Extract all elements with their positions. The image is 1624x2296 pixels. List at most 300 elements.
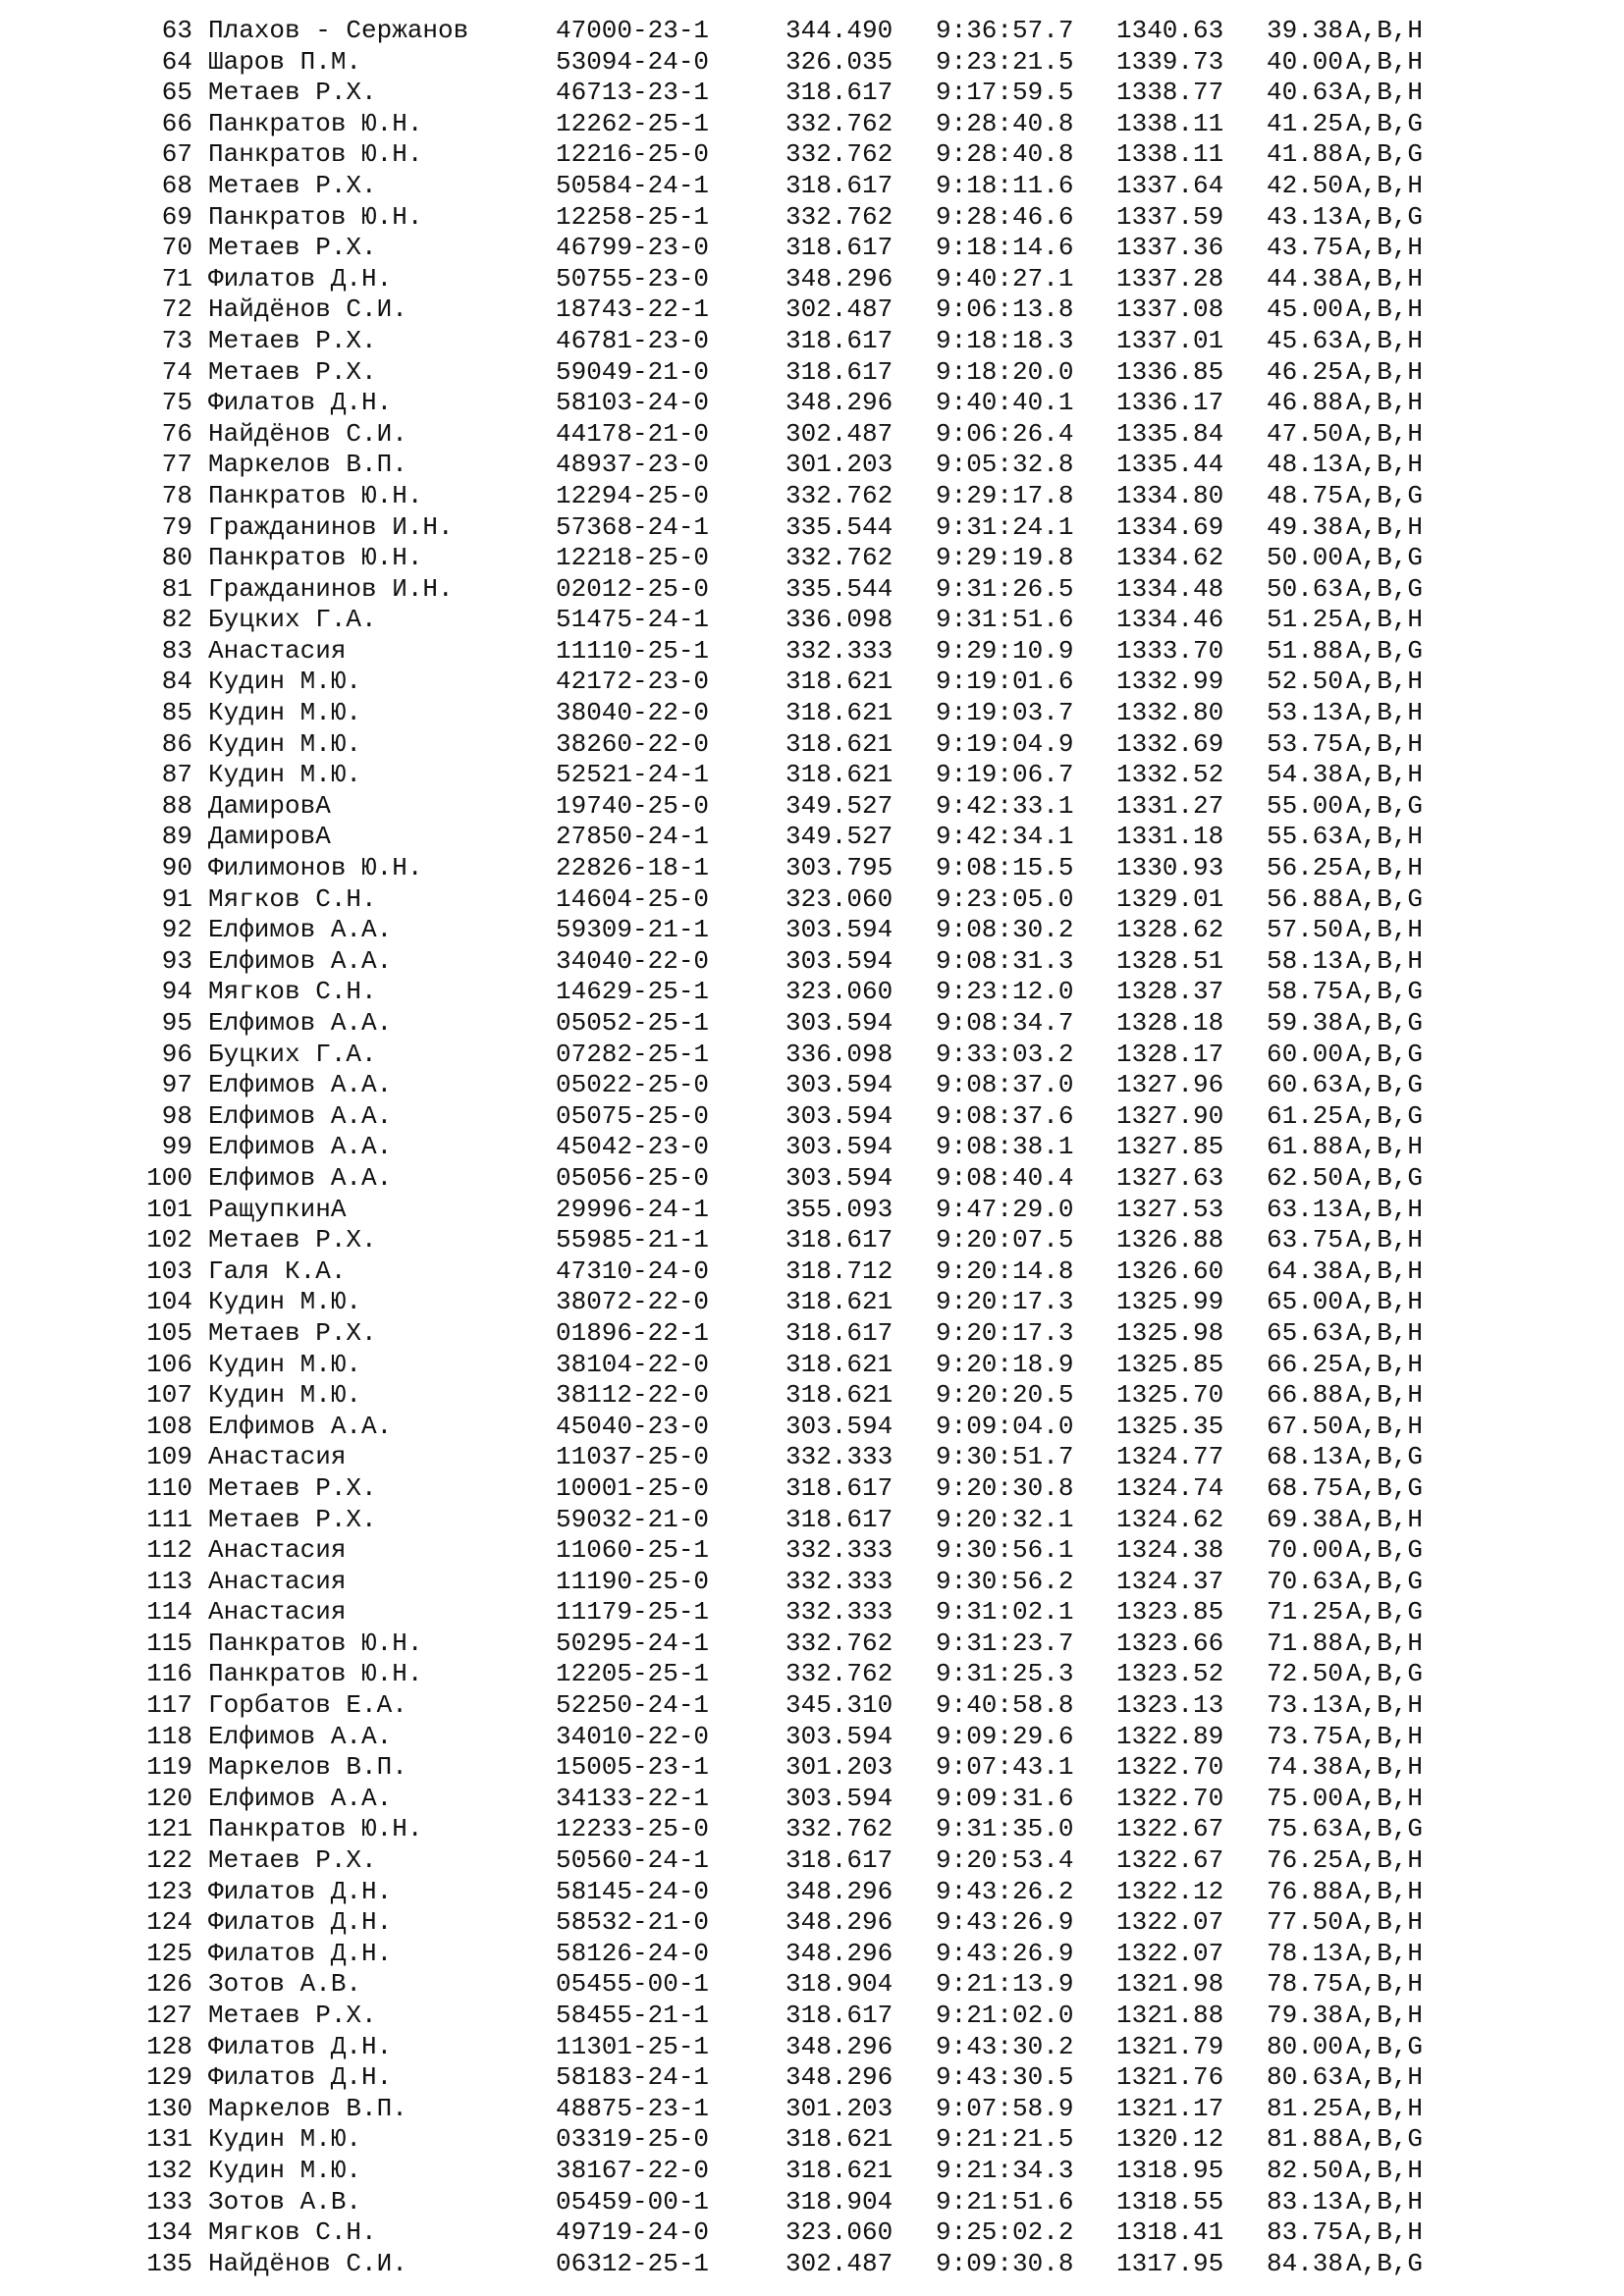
ring-number-cell: 57368-24-1	[556, 511, 710, 542]
fancier-name-cell: Зотов А.В.	[208, 2186, 362, 2216]
fancier-name-cell: Гражданинов И.Н.	[208, 573, 454, 604]
distance-cell: 336.098	[785, 1039, 893, 1069]
ring-number-cell: 58103-24-0	[556, 388, 710, 418]
table-row	[0, 1659, 1624, 1690]
zones-cell: A,B,H	[1346, 1690, 1424, 1721]
fancier-name-cell: Филатов Д.Н.	[208, 1876, 393, 1906]
ring-number-cell: 44178-21-0	[556, 418, 710, 449]
distance-cell: 318.621	[785, 728, 893, 759]
ring-number-cell: 14604-25-0	[556, 883, 710, 914]
table-row	[0, 1350, 1624, 1381]
ring-number-cell: 51475-24-1	[556, 605, 710, 635]
zones-cell: A,B,H	[1346, 1938, 1424, 1968]
coefficient-cell: 68.75	[1267, 1472, 1344, 1503]
arrival-time-cell: 9:09:29.6	[936, 1721, 1074, 1751]
arrival-time-cell: 9:08:40.4	[936, 1162, 1074, 1193]
speed-cell: 1337.36	[1116, 233, 1224, 263]
fancier-name-cell: Метаев Р.Х.	[208, 1504, 377, 1534]
distance-cell: 318.617	[785, 1225, 893, 1255]
ring-number-cell: 38167-22-0	[556, 2155, 710, 2185]
distance-cell: 318.621	[785, 667, 893, 697]
ring-number-cell: 27850-24-1	[556, 822, 710, 852]
fancier-name-cell: Елфимов А.А.	[208, 1100, 393, 1131]
ring-number-cell: 59049-21-0	[556, 356, 710, 387]
distance-cell: 318.617	[785, 78, 893, 108]
distance-cell: 332.762	[785, 1628, 893, 1658]
distance-cell: 318.712	[785, 1255, 893, 1286]
table-row	[0, 78, 1624, 109]
coefficient-cell: 68.13	[1267, 1442, 1344, 1472]
coefficient-cell: 53.13	[1267, 698, 1344, 728]
speed-cell: 1323.52	[1116, 1659, 1224, 1689]
zones-cell: A,B,H	[1346, 16, 1424, 45]
fancier-name-cell: Анастасия	[208, 1566, 347, 1596]
arrival-time-cell: 9:23:12.0	[936, 977, 1074, 1007]
table-row	[0, 1101, 1624, 1133]
arrival-time-cell: 9:19:03.7	[936, 698, 1074, 728]
distance-cell: 332.333	[785, 1566, 893, 1596]
table-row	[0, 1008, 1624, 1040]
place-cell: 85	[161, 698, 192, 728]
zones-cell: A,B,H	[1346, 1317, 1424, 1348]
fancier-name-cell: Елфимов А.А.	[208, 1411, 393, 1441]
place-cell: 95	[161, 1008, 192, 1038]
coefficient-cell: 50.63	[1267, 573, 1344, 604]
arrival-time-cell: 9:40:27.1	[936, 263, 1074, 294]
fancier-name-cell: Гражданинов И.Н.	[208, 511, 454, 542]
ring-number-cell: 58183-24-1	[556, 2062, 710, 2093]
distance-cell: 303.594	[785, 945, 893, 976]
distance-cell: 318.621	[785, 2155, 893, 2185]
arrival-time-cell: 9:31:23.7	[936, 1628, 1074, 1658]
place-cell: 81	[161, 573, 192, 604]
zones-cell: A,B,G	[1346, 1162, 1424, 1193]
arrival-time-cell: 9:30:56.1	[936, 1535, 1074, 1566]
coefficient-cell: 76.88	[1267, 1876, 1344, 1906]
arrival-time-cell: 9:20:18.9	[936, 1349, 1074, 1379]
place-cell: 117	[146, 1690, 192, 1721]
table-row	[0, 419, 1624, 451]
place-cell: 76	[161, 418, 192, 449]
fancier-name-cell: Филатов Д.Н.	[208, 1907, 393, 1938]
coefficient-cell: 55.00	[1267, 790, 1344, 821]
table-row	[0, 1412, 1624, 1443]
speed-cell: 1334.48	[1116, 573, 1224, 604]
table-row	[0, 1535, 1624, 1567]
distance-cell: 303.594	[785, 1132, 893, 1162]
coefficient-cell: 48.75	[1267, 480, 1344, 510]
speed-cell: 1336.85	[1116, 356, 1224, 387]
fancier-name-cell: ДамировА	[208, 790, 331, 821]
fancier-name-cell: Кудин М.Ю.	[208, 698, 362, 728]
zones-cell: A,B,H	[1346, 78, 1424, 108]
fancier-name-cell: Кудин М.Ю.	[208, 1380, 362, 1411]
fancier-name-cell: Метаев Р.Х.	[208, 233, 377, 263]
table-row	[0, 1722, 1624, 1753]
arrival-time-cell: 9:29:10.9	[936, 635, 1074, 666]
arrival-time-cell: 9:43:30.5	[936, 2062, 1074, 2093]
place-cell: 128	[146, 2031, 192, 2061]
ring-number-cell: 47310-24-0	[556, 1255, 710, 1286]
zones-cell: A,B,G	[1346, 883, 1424, 914]
speed-cell: 1337.01	[1116, 325, 1224, 355]
arrival-time-cell: 9:23:21.5	[936, 46, 1074, 77]
place-cell: 71	[161, 263, 192, 294]
speed-cell: 1328.62	[1116, 915, 1224, 945]
table-row	[0, 1505, 1624, 1536]
fancier-name-cell: Кудин М.Ю.	[208, 760, 362, 790]
distance-cell: 318.617	[785, 233, 893, 263]
speed-cell: 1333.70	[1116, 635, 1224, 666]
distance-cell: 303.795	[785, 853, 893, 883]
place-cell: 88	[161, 790, 192, 821]
distance-cell: 323.060	[785, 883, 893, 914]
ring-number-cell: 38260-22-0	[556, 728, 710, 759]
fancier-name-cell: Буцких Г.А.	[208, 605, 377, 635]
place-cell: 101	[146, 1194, 192, 1224]
ring-number-cell: 11190-25-0	[556, 1566, 710, 1596]
coefficient-cell: 63.75	[1267, 1225, 1344, 1255]
distance-cell: 303.594	[785, 1162, 893, 1193]
arrival-time-cell: 9:20:17.3	[936, 1317, 1074, 1348]
ring-number-cell: 05459-00-1	[556, 2186, 710, 2216]
zones-cell: A,B,G	[1346, 108, 1424, 138]
coefficient-cell: 66.25	[1267, 1349, 1344, 1379]
zones-cell: A,B,H	[1346, 1194, 1424, 1224]
place-cell: 74	[161, 356, 192, 387]
place-cell: 87	[161, 760, 192, 790]
coefficient-cell: 46.88	[1267, 388, 1344, 418]
distance-cell: 302.487	[785, 418, 893, 449]
fancier-name-cell: Метаев Р.Х.	[208, 356, 377, 387]
arrival-time-cell: 9:43:26.9	[936, 1938, 1074, 1968]
ring-number-cell: 12216-25-0	[556, 139, 710, 170]
table-row	[0, 2032, 1624, 2063]
speed-cell: 1318.55	[1116, 2186, 1224, 2216]
place-cell: 90	[161, 853, 192, 883]
speed-cell: 1326.88	[1116, 1225, 1224, 1255]
table-row	[0, 1070, 1624, 1101]
table-row	[0, 2001, 1624, 2032]
arrival-time-cell: 9:28:46.6	[936, 201, 1074, 232]
coefficient-cell: 43.75	[1267, 233, 1344, 263]
table-row	[0, 1567, 1624, 1598]
arrival-time-cell: 9:31:26.5	[936, 573, 1074, 604]
ring-number-cell: 55985-21-1	[556, 1225, 710, 1255]
place-cell: 134	[146, 2217, 192, 2248]
speed-cell: 1330.93	[1116, 853, 1224, 883]
arrival-time-cell: 9:08:15.5	[936, 853, 1074, 883]
zones-cell: A,B,H	[1346, 325, 1424, 355]
zones-cell: A,B,H	[1346, 418, 1424, 449]
zones-cell: A,B,G	[1346, 1070, 1424, 1100]
speed-cell: 1328.17	[1116, 1039, 1224, 1069]
speed-cell: 1318.95	[1116, 2155, 1224, 2185]
arrival-time-cell: 9:20:30.8	[936, 1472, 1074, 1503]
fancier-name-cell: Филатов Д.Н.	[208, 2031, 393, 2061]
coefficient-cell: 73.75	[1267, 1721, 1344, 1751]
zones-cell: A,B,H	[1346, 2155, 1424, 2185]
speed-cell: 1327.96	[1116, 1070, 1224, 1100]
ring-number-cell: 11110-25-1	[556, 635, 710, 666]
fancier-name-cell: Метаев Р.Х.	[208, 170, 377, 200]
coefficient-cell: 47.50	[1267, 418, 1344, 449]
zones-cell: A,B,H	[1346, 605, 1424, 635]
distance-cell: 318.621	[785, 760, 893, 790]
table-row	[0, 915, 1624, 946]
coefficient-cell: 64.38	[1267, 1255, 1344, 1286]
arrival-time-cell: 9:31:24.1	[936, 511, 1074, 542]
speed-cell: 1325.70	[1116, 1380, 1224, 1411]
speed-cell: 1321.98	[1116, 1969, 1224, 2000]
speed-cell: 1325.35	[1116, 1411, 1224, 1441]
table-row	[0, 543, 1624, 574]
place-cell: 103	[146, 1255, 192, 1286]
place-cell: 126	[146, 1969, 192, 2000]
zones-cell: A,B,H	[1346, 2093, 1424, 2123]
distance-cell: 318.621	[785, 2124, 893, 2155]
arrival-time-cell: 9:42:33.1	[936, 790, 1074, 821]
ring-number-cell: 58532-21-0	[556, 1907, 710, 1938]
fancier-name-cell: Буцких Г.А.	[208, 1039, 377, 1069]
ring-number-cell: 48875-23-1	[556, 2093, 710, 2123]
table-row	[0, 2217, 1624, 2249]
coefficient-cell: 40.00	[1267, 46, 1344, 77]
zones-cell: A,B,G	[1346, 2031, 1424, 2061]
arrival-time-cell: 9:18:20.0	[936, 356, 1074, 387]
coefficient-cell: 76.25	[1267, 1845, 1344, 1876]
ring-number-cell: 34010-22-0	[556, 1721, 710, 1751]
distance-cell: 303.594	[785, 1411, 893, 1441]
table-row	[0, 202, 1624, 234]
coefficient-cell: 83.75	[1267, 2217, 1344, 2248]
coefficient-cell: 51.25	[1267, 605, 1344, 635]
table-row	[0, 2249, 1624, 2280]
coefficient-cell: 48.13	[1267, 450, 1344, 480]
place-cell: 75	[161, 388, 192, 418]
place-cell: 72	[161, 294, 192, 325]
distance-cell: 332.333	[785, 1442, 893, 1472]
speed-cell: 1322.67	[1116, 1814, 1224, 1844]
coefficient-cell: 44.38	[1267, 263, 1344, 294]
fancier-name-cell: Метаев Р.Х.	[208, 2001, 377, 2030]
speed-cell: 1332.99	[1116, 667, 1224, 697]
arrival-time-cell: 9:31:25.3	[936, 1659, 1074, 1689]
place-cell: 97	[161, 1070, 192, 1100]
fancier-name-cell: Маркелов В.П.	[208, 1752, 407, 1783]
table-row	[0, 1784, 1624, 1815]
coefficient-cell: 49.38	[1267, 511, 1344, 542]
ring-number-cell: 38104-22-0	[556, 1349, 710, 1379]
zones-cell: A,B,H	[1346, 1969, 1424, 2000]
fancier-name-cell: Кудин М.Ю.	[208, 2124, 362, 2155]
place-cell: 100	[146, 1162, 192, 1193]
arrival-time-cell: 9:07:58.9	[936, 2093, 1074, 2123]
place-cell: 78	[161, 480, 192, 510]
place-cell: 68	[161, 170, 192, 200]
zones-cell: A,B,H	[1346, 1411, 1424, 1441]
ring-number-cell: 07282-25-1	[556, 1039, 710, 1069]
ring-number-cell: 52250-24-1	[556, 1690, 710, 1721]
zones-cell: A,B,H	[1346, 728, 1424, 759]
zones-cell: A,B,H	[1346, 2217, 1424, 2248]
fancier-name-cell: Кудин М.Ю.	[208, 2155, 362, 2185]
coefficient-cell: 80.63	[1267, 2062, 1344, 2093]
zones-cell: A,B,G	[1346, 790, 1424, 821]
zones-cell: A,B,H	[1346, 1132, 1424, 1162]
fancier-name-cell: Панкратов Ю.Н.	[208, 201, 423, 232]
coefficient-cell: 81.25	[1267, 2093, 1344, 2123]
zones-cell: A,B,G	[1346, 977, 1424, 1007]
ring-number-cell: 12262-25-1	[556, 108, 710, 138]
zones-cell: A,B,H	[1346, 822, 1424, 852]
table-row	[0, 233, 1624, 264]
distance-cell: 345.310	[785, 1690, 893, 1721]
distance-cell: 332.762	[785, 543, 893, 573]
arrival-time-cell: 9:33:03.2	[936, 1039, 1074, 1069]
distance-cell: 332.333	[785, 635, 893, 666]
arrival-time-cell: 9:25:02.2	[936, 2217, 1074, 2248]
distance-cell: 348.296	[785, 388, 893, 418]
table-row	[0, 822, 1624, 853]
distance-cell: 348.296	[785, 1907, 893, 1938]
place-cell: 99	[161, 1132, 192, 1162]
table-row	[0, 2187, 1624, 2218]
table-row	[0, 1132, 1624, 1163]
table-row	[0, 2062, 1624, 2094]
place-cell: 112	[146, 1535, 192, 1566]
distance-cell: 318.617	[785, 2001, 893, 2030]
ring-number-cell: 11060-25-1	[556, 1535, 710, 1566]
speed-cell: 1322.70	[1116, 1752, 1224, 1783]
fancier-name-cell: Горбатов Е.А.	[208, 1690, 407, 1721]
place-cell: 65	[161, 78, 192, 108]
place-cell: 133	[146, 2186, 192, 2216]
arrival-time-cell: 9:43:30.2	[936, 2031, 1074, 2061]
coefficient-cell: 60.63	[1267, 1070, 1344, 1100]
zones-cell: A,B,H	[1346, 1876, 1424, 1906]
place-cell: 124	[146, 1907, 192, 1938]
speed-cell: 1322.07	[1116, 1907, 1224, 1938]
zones-cell: A,B,H	[1346, 2062, 1424, 2093]
results-table	[0, 16, 1624, 2279]
table-row	[0, 1629, 1624, 1660]
ring-number-cell: 12294-25-0	[556, 480, 710, 510]
coefficient-cell: 66.88	[1267, 1380, 1344, 1411]
zones-cell: A,B,G	[1346, 1659, 1424, 1689]
zones-cell: A,B,H	[1346, 1907, 1424, 1938]
place-cell: 121	[146, 1814, 192, 1844]
ring-number-cell: 06312-25-1	[556, 2248, 710, 2278]
ring-number-cell: 48937-23-0	[556, 450, 710, 480]
ring-number-cell: 11037-25-0	[556, 1442, 710, 1472]
place-cell: 73	[161, 325, 192, 355]
distance-cell: 348.296	[785, 2031, 893, 2061]
speed-cell: 1318.41	[1116, 2217, 1224, 2248]
coefficient-cell: 70.00	[1267, 1535, 1344, 1566]
table-row	[0, 450, 1624, 481]
fancier-name-cell: Елфимов А.А.	[208, 1162, 393, 1193]
distance-cell: 349.527	[785, 790, 893, 821]
fancier-name-cell: Филатов Д.Н.	[208, 1938, 393, 1968]
distance-cell: 348.296	[785, 263, 893, 294]
table-row	[0, 605, 1624, 636]
speed-cell: 1337.64	[1116, 170, 1224, 200]
zones-cell: A,B,G	[1346, 2124, 1424, 2155]
distance-cell: 355.093	[785, 1194, 893, 1224]
table-row	[0, 326, 1624, 357]
distance-cell: 302.487	[785, 2248, 893, 2278]
coefficient-cell: 57.50	[1267, 915, 1344, 945]
distance-cell: 303.594	[785, 1100, 893, 1131]
arrival-time-cell: 9:08:37.6	[936, 1100, 1074, 1131]
zones-cell: A,B,H	[1346, 853, 1424, 883]
speed-cell: 1324.74	[1116, 1472, 1224, 1503]
arrival-time-cell: 9:19:01.6	[936, 667, 1074, 697]
distance-cell: 318.617	[785, 1317, 893, 1348]
table-row	[0, 1163, 1624, 1195]
speed-cell: 1327.53	[1116, 1194, 1224, 1224]
ring-number-cell: 46799-23-0	[556, 233, 710, 263]
arrival-time-cell: 9:36:57.7	[936, 16, 1074, 45]
speed-cell: 1322.07	[1116, 1938, 1224, 1968]
coefficient-cell: 65.00	[1267, 1287, 1344, 1317]
speed-cell: 1328.51	[1116, 945, 1224, 976]
coefficient-cell: 78.75	[1267, 1969, 1344, 2000]
zones-cell: A,B,H	[1346, 2001, 1424, 2030]
fancier-name-cell: РащупкинА	[208, 1194, 347, 1224]
coefficient-cell: 43.13	[1267, 201, 1344, 232]
place-cell: 69	[161, 201, 192, 232]
place-cell: 105	[146, 1317, 192, 1348]
arrival-time-cell: 9:09:31.6	[936, 1783, 1074, 1813]
table-row	[0, 636, 1624, 667]
ring-number-cell: 46713-23-1	[556, 78, 710, 108]
speed-cell: 1329.01	[1116, 883, 1224, 914]
arrival-time-cell: 9:07:43.1	[936, 1752, 1074, 1783]
fancier-name-cell: Плахов - Сержанов	[208, 16, 469, 45]
distance-cell: 318.621	[785, 698, 893, 728]
arrival-time-cell: 9:31:02.1	[936, 1597, 1074, 1628]
fancier-name-cell: Мягков С.Н.	[208, 2217, 377, 2248]
distance-cell: 348.296	[785, 1938, 893, 1968]
distance-cell: 323.060	[785, 2217, 893, 2248]
table-row	[0, 512, 1624, 544]
fancier-name-cell: Шаров П.М.	[208, 46, 362, 77]
table-row	[0, 1225, 1624, 1256]
ring-number-cell: 02012-25-0	[556, 573, 710, 604]
table-row	[0, 1845, 1624, 1877]
place-cell: 131	[146, 2124, 192, 2155]
arrival-time-cell: 9:21:02.0	[936, 2001, 1074, 2030]
speed-cell: 1321.79	[1116, 2031, 1224, 2061]
coefficient-cell: 71.88	[1267, 1628, 1344, 1658]
arrival-time-cell: 9:47:29.0	[936, 1194, 1074, 1224]
ring-number-cell: 45042-23-0	[556, 1132, 710, 1162]
table-row	[0, 1442, 1624, 1473]
distance-cell: 335.544	[785, 511, 893, 542]
zones-cell: A,B,G	[1346, 1100, 1424, 1131]
coefficient-cell: 70.63	[1267, 1566, 1344, 1596]
speed-cell: 1334.46	[1116, 605, 1224, 635]
place-cell: 132	[146, 2155, 192, 2185]
fancier-name-cell: Найдёнов С.И.	[208, 418, 407, 449]
arrival-time-cell: 9:08:34.7	[936, 1008, 1074, 1038]
coefficient-cell: 40.63	[1267, 78, 1344, 108]
ring-number-cell: 10001-25-0	[556, 1472, 710, 1503]
speed-cell: 1324.37	[1116, 1566, 1224, 1596]
speed-cell: 1331.27	[1116, 790, 1224, 821]
